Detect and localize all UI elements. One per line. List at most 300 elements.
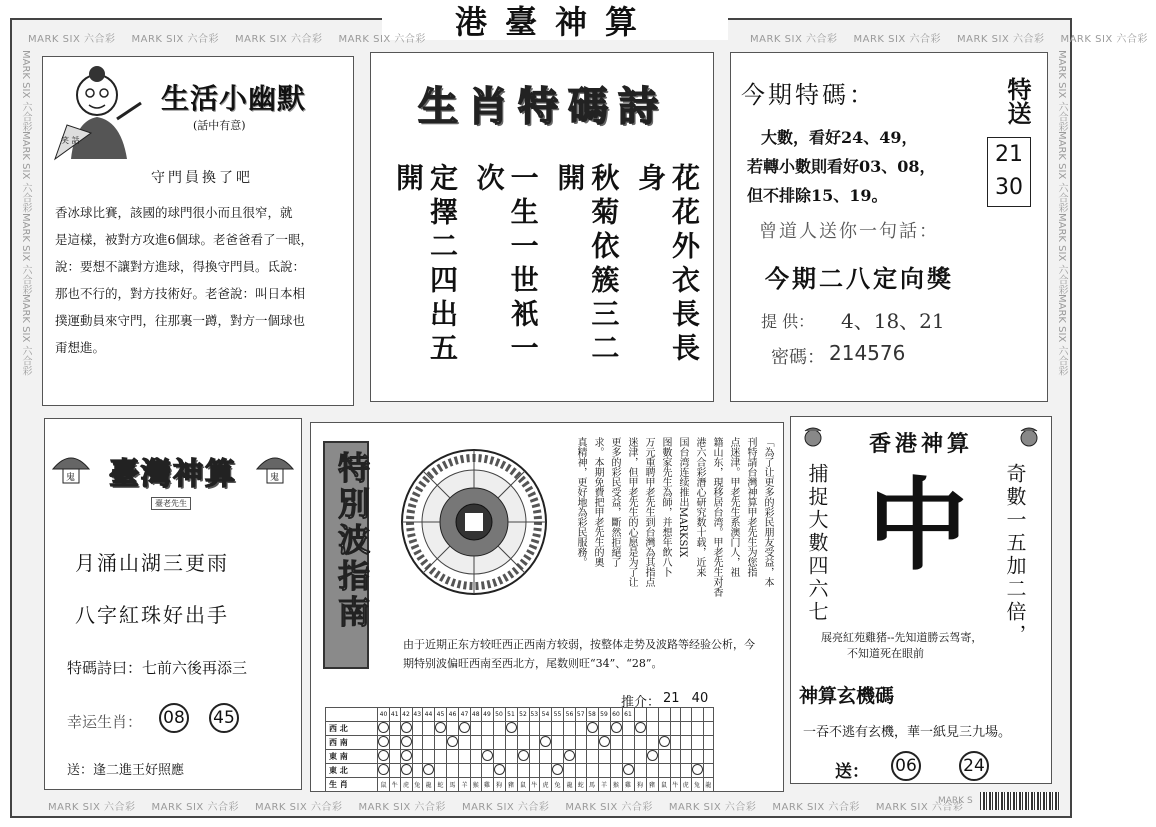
grid-cell	[435, 736, 447, 750]
grid-cell	[552, 722, 564, 736]
grid-zodiac-cell: 鼠	[658, 778, 670, 792]
grid-header-cell	[681, 708, 692, 722]
grid-zodiac-cell: 牛	[670, 778, 681, 792]
grid-cell	[390, 750, 401, 764]
provide-numbers: 4、18、21	[841, 309, 945, 333]
lucky-ball-2: 45	[209, 703, 239, 733]
grid-cell	[400, 722, 412, 736]
grid-cell	[576, 764, 587, 778]
send-box	[987, 137, 1031, 207]
grid-cell	[622, 750, 634, 764]
story-line: 說：要想不讓對方進球，得換守門員。氐說：	[55, 259, 306, 274]
grid-cell	[610, 764, 622, 778]
lucky-number-2	[209, 703, 239, 733]
grid-mark-ball	[587, 722, 598, 733]
grid-header-cell: 56	[564, 708, 576, 722]
wave-title: 特別波指南	[333, 451, 371, 631]
grid-cell	[552, 736, 564, 750]
grid-cell	[691, 736, 703, 750]
grid-mark-ball	[401, 764, 412, 775]
grid-cell	[517, 722, 529, 736]
grid-cell	[529, 750, 540, 764]
grid-cell	[576, 750, 587, 764]
send-number-2: 30	[995, 175, 1023, 200]
grid-cell	[564, 736, 576, 750]
recommend-label: 推介：	[621, 695, 661, 710]
grid-cell	[435, 722, 447, 736]
header-title-box	[382, 4, 728, 40]
grid-cell	[540, 722, 552, 736]
border-rail-text: MARK SIX 六合彩	[1056, 212, 1067, 295]
grid-cell	[505, 736, 517, 750]
grid-cell	[703, 736, 714, 750]
grid-cell	[703, 722, 714, 736]
taiwan-line-2: 八字紅珠好出手	[75, 603, 229, 627]
grid-row-label: 西 北	[326, 722, 378, 736]
grid-cell	[378, 722, 390, 736]
grid-row-label: 西 南	[326, 736, 378, 750]
grid-cell	[586, 750, 598, 764]
intro-column: 刊特請台灣神算甲老先生为您指	[745, 437, 756, 577]
wave-title-band	[323, 441, 369, 669]
hk-send-number-1	[891, 751, 921, 781]
hk-left-col: 捕捉大數四六七	[805, 463, 829, 624]
grid-header-cell: 47	[459, 708, 471, 722]
border-rail-text: MARK SIX 六合彩	[358, 802, 446, 813]
grid-cell	[634, 736, 646, 750]
grid-cell	[400, 764, 412, 778]
grid-mark-ball	[635, 722, 646, 733]
grid-zodiac-cell: 鼠	[517, 778, 529, 792]
grid-zodiac-cell: 猴	[610, 778, 622, 792]
grid-cell	[564, 722, 576, 736]
border-rail-text: MARK SIX 六合彩	[20, 212, 31, 295]
grid-zodiac-cell: 龍	[423, 778, 435, 792]
grid-header-cell: 46	[447, 708, 459, 722]
grid-row	[326, 750, 714, 764]
humor-panel	[42, 56, 354, 406]
grid-mark-ball	[659, 736, 670, 747]
grid-header-cell: 54	[540, 708, 552, 722]
grid-cell	[610, 722, 622, 736]
grid-cell	[564, 750, 576, 764]
grid-cell	[622, 764, 634, 778]
border-rail-text: MARK SIX 六合彩	[151, 802, 239, 813]
story-title: 守門員換了吧	[151, 170, 253, 186]
grid-cell	[646, 750, 658, 764]
taiwan-poem-line: 特碼詩曰：七前六後再添三	[67, 659, 248, 677]
intro-column: 国台湾连续推出MARKSIX	[677, 437, 688, 558]
grid-cell	[576, 722, 587, 736]
grid-header-cell	[658, 708, 670, 722]
grid-cell	[634, 764, 646, 778]
grid-zodiac-cell: 牛	[390, 778, 401, 792]
grid-cell	[681, 764, 692, 778]
hk-note-1: 展亮紅苑雞猪--先知道勝云驾寄，	[821, 631, 983, 644]
grid-header-cell: 50	[493, 708, 505, 722]
grid-zodiac-cell: 虎	[681, 778, 692, 792]
grid-zodiac-cell: 狗	[634, 778, 646, 792]
grid-zodiac-cell: 狗	[493, 778, 505, 792]
hk-right-col: 奇數一五加二倍，	[1003, 463, 1027, 647]
grid-zodiac-cell: 兔	[412, 778, 423, 792]
grid-mark-ball	[401, 750, 412, 761]
grid-cell	[703, 764, 714, 778]
story-body	[55, 199, 345, 361]
send-label: 特送	[1003, 77, 1032, 125]
grid-mark-ball	[611, 722, 622, 733]
hk-note-2: 不知道死在眼前	[847, 647, 924, 660]
intro-column: 点迷津。甲老先生系澳门人，祖	[728, 437, 739, 577]
border-rail-text: MARK SIX 六合彩	[254, 802, 343, 813]
grid-zodiac-cell: 兔	[552, 778, 564, 792]
grid-cell	[435, 750, 447, 764]
hk-panel	[790, 416, 1052, 784]
border-rail-text: MARK SIX 六合彩	[956, 34, 1045, 45]
grid-zodiac-cell: 雞	[622, 778, 634, 792]
grid-mark-ball	[423, 764, 434, 775]
grid-cell	[412, 764, 423, 778]
grid-cell	[529, 764, 540, 778]
newspaper-page	[10, 3, 1148, 818]
border-rail-text: MARK SIX 六合彩	[1056, 50, 1067, 132]
grid-cell	[412, 722, 423, 736]
grid-cell	[390, 736, 401, 750]
intro-column: 万元重聘甲老先生到台灣為其指点	[643, 437, 654, 587]
grid-cell	[493, 750, 505, 764]
grid-cell	[552, 764, 564, 778]
daoren-saying: 今期二八定向獎	[765, 264, 954, 293]
grid-cell	[658, 722, 670, 736]
grid-row-label: 東 南	[326, 750, 378, 764]
top-border-rail-right	[742, 30, 1148, 45]
grid-cell	[471, 764, 482, 778]
grid-header-cell: 53	[529, 708, 540, 722]
hk-ball-2: 24	[959, 751, 989, 781]
grid-cell	[529, 722, 540, 736]
grid-cell	[598, 750, 610, 764]
grid-cell	[517, 736, 529, 750]
border-rail-text: MARK SIX 六合彩	[668, 802, 757, 813]
grid-cell	[481, 764, 493, 778]
grid-cell	[481, 722, 493, 736]
grid-cell	[681, 736, 692, 750]
grid-mark-ball	[494, 764, 505, 775]
grid-cell	[691, 764, 703, 778]
grid-mark-ball	[435, 722, 446, 733]
grid-cell	[423, 750, 435, 764]
left-border-rail	[18, 50, 33, 790]
grid-cell	[634, 750, 646, 764]
grid-cell	[681, 750, 692, 764]
grid-cell	[622, 736, 634, 750]
grid-header-cell	[634, 708, 646, 722]
grid-cell	[646, 722, 658, 736]
grid-cell	[540, 750, 552, 764]
grid-zodiac-cell: 羊	[459, 778, 471, 792]
taiwan-panel	[44, 418, 302, 790]
story-line: 香冰球比賽，該國的球門很小而且很窄，就	[55, 205, 293, 220]
lucky-label: 幸运生肖：	[67, 713, 143, 731]
grid-cell	[598, 764, 610, 778]
special-lines	[747, 123, 936, 210]
grid-header-row	[326, 708, 714, 722]
grid-cell	[493, 736, 505, 750]
grid-cell	[435, 764, 447, 778]
border-rail-text: MARK SIX 六合彩	[20, 50, 31, 132]
grid-cell	[552, 750, 564, 764]
grid-header-cell: 48	[471, 708, 482, 722]
grid-cell	[471, 750, 482, 764]
grid-header-cell: 59	[598, 708, 610, 722]
grid-mark-ball	[599, 736, 610, 747]
grid-zodiac-cell: 馬	[586, 778, 598, 792]
recommend-numbers: 21 40	[663, 691, 709, 706]
grid-cell	[670, 764, 681, 778]
intro-column: 图數家先生為師，并想年飲八卜	[660, 437, 671, 577]
grid-row	[326, 736, 714, 750]
grid-zodiac-cell: 虎	[540, 778, 552, 792]
grid-mark-ball	[401, 736, 412, 747]
grid-cell	[670, 736, 681, 750]
border-rail-text: MARK SIX 六合彩	[772, 802, 860, 813]
barcode	[938, 792, 1060, 810]
grid-header-cell: 49	[481, 708, 493, 722]
grid-cell	[378, 750, 390, 764]
grid-cell	[423, 736, 435, 750]
grid-cell	[471, 736, 482, 750]
wave-intro	[561, 437, 775, 617]
grid-cell	[423, 764, 435, 778]
grid-header-cell: 42	[400, 708, 412, 722]
grid-header-cell: 60	[610, 708, 622, 722]
border-rail-text: MARK SIX 六合彩	[853, 34, 941, 45]
grid-header-cell: 43	[412, 708, 423, 722]
grid-mark-ball	[647, 750, 658, 761]
grid-header-cell: 45	[435, 708, 447, 722]
grid-header-cell: 40	[378, 708, 390, 722]
grid-cell	[658, 736, 670, 750]
password-value: 214576	[829, 341, 906, 365]
grid-cell	[517, 750, 529, 764]
grid-cell	[540, 736, 552, 750]
grid-mark-ball	[518, 750, 529, 761]
grid-cell	[481, 750, 493, 764]
grid-cell	[412, 750, 423, 764]
grid-cell	[586, 722, 598, 736]
grid-cell	[576, 736, 587, 750]
grid-mark-ball	[623, 764, 634, 775]
bottom-border-rail	[40, 798, 980, 813]
grid-mark-ball	[378, 750, 389, 761]
wave-desc: 由于近期正东方较旺西正西南方较弱，按整体走势及波路等经验公析，今期特别波偏旺西南至西北方，尾数则旺“34”、“28”。	[403, 638, 755, 670]
grid-mark-ball	[482, 750, 493, 761]
hk-send-number-2	[959, 751, 989, 781]
grid-row-label: 東 北	[326, 764, 378, 778]
grid-cell	[505, 750, 517, 764]
grid-cell	[646, 764, 658, 778]
grid-cell	[703, 750, 714, 764]
grid-row	[326, 778, 714, 792]
grid-cell	[634, 722, 646, 736]
hk-center-char: 中	[868, 466, 968, 584]
border-rail-text: MARK SIX 六合彩	[234, 34, 323, 45]
grid-cell	[622, 722, 634, 736]
fan-text: 笑 話	[61, 136, 80, 145]
grid-cell	[412, 736, 423, 750]
grid-zodiac-cell: 羊	[598, 778, 610, 792]
story-line: 撲運動員來守門，往那裏一蹲，對方一個球也	[55, 313, 306, 328]
grid-cell	[658, 750, 670, 764]
grid-zodiac-cell: 蛇	[435, 778, 447, 792]
border-rail-text: MARK SIX 六合彩	[1060, 34, 1148, 45]
story-line: 甭想進。	[55, 340, 106, 355]
grid-cell	[670, 722, 681, 736]
special-line: 大數，看好24、49，	[761, 128, 918, 147]
peach-left-icon	[799, 425, 827, 451]
grid-cell	[447, 722, 459, 736]
grid-zodiac-cell: 虎	[400, 778, 412, 792]
humor-title: 生活小幽默	[161, 82, 307, 115]
grid-header-cell	[691, 708, 703, 722]
grid-header-cell: 52	[517, 708, 529, 722]
send-number-1: 21	[995, 142, 1023, 167]
grid-mark-ball	[552, 764, 563, 775]
grid-cell	[447, 750, 459, 764]
intro-column: 「為了让更多的彩民朋友受益，本	[762, 437, 773, 587]
taiwan-title: 臺灣神算	[109, 457, 237, 492]
daoren-heading: 曾道人送你一句話：	[759, 221, 939, 242]
grid-cell	[564, 764, 576, 778]
taiwan-line-1: 月涌山湖三更雨	[75, 551, 229, 575]
border-rail-text: MARK SIX 六合彩	[131, 34, 219, 45]
grid-cell	[610, 750, 622, 764]
grid-cell	[400, 750, 412, 764]
border-rail-text: MARK SIX 六合彩	[461, 802, 550, 813]
poem-column: 一生一世衹一次	[472, 163, 540, 367]
grid-cell	[390, 764, 401, 778]
grid-zodiac-cell: 龍	[703, 778, 714, 792]
page-title: 港臺神算	[454, 3, 655, 41]
intro-column: 更多的彩民受益，斷然拒絕了	[609, 437, 620, 567]
intro-column: 真精神，更好地為彩民服務。	[575, 437, 586, 567]
grid-zodiac-cell: 豬	[646, 778, 658, 792]
grid-zodiac-cell: 兔	[691, 778, 703, 792]
lucky-ball-1: 08	[159, 703, 189, 733]
poem-panel	[370, 52, 714, 402]
grid-mark-ball	[564, 750, 575, 761]
grid-header-cell	[703, 708, 714, 722]
compass-diagram	[399, 447, 549, 597]
poem-column: 秋菊依簇三二開	[553, 163, 621, 367]
grid-cell	[459, 764, 471, 778]
border-rail-text: MARK SIX 六合彩	[875, 802, 964, 813]
grid-cell	[400, 736, 412, 750]
grid-cell	[390, 722, 401, 736]
grid-cell	[610, 736, 622, 750]
taiwan-badge: 臺老先生	[151, 497, 191, 510]
grid-cell	[658, 764, 670, 778]
story-line: 那也不行的，對方技術好。老爸說：叫日本相	[55, 286, 306, 301]
grid-cell	[378, 736, 390, 750]
grid-header-cell	[646, 708, 658, 722]
grid-cell	[540, 764, 552, 778]
peach-right-icon	[1015, 425, 1043, 451]
wave-panel	[310, 422, 784, 792]
intro-column: 求。本期免費把甲老先生的奧	[592, 437, 603, 567]
grid-cell	[586, 764, 598, 778]
grid-cell	[493, 722, 505, 736]
grid-header-cell: 55	[552, 708, 564, 722]
grid-cell	[481, 736, 493, 750]
grid-cell	[423, 722, 435, 736]
wave-grid-table	[325, 707, 714, 792]
border-rail-text: MARK SIX 六合彩	[48, 802, 136, 813]
grid-zodiac-cell: 龍	[564, 778, 576, 792]
grid-header-cell: 61	[622, 708, 634, 722]
grid-mark-ball	[378, 722, 389, 733]
grid-cell	[471, 722, 482, 736]
border-rail-text: MARK SIX 六合彩	[20, 131, 31, 213]
right-border-rail	[1054, 50, 1069, 790]
grid-cell	[598, 736, 610, 750]
provide-label: 提 供：	[761, 312, 815, 331]
grid-cell	[459, 750, 471, 764]
grid-cell	[459, 736, 471, 750]
grid-cell	[646, 736, 658, 750]
grid-mark-ball	[447, 736, 458, 747]
border-rail-text: MARK SIX 六合彩	[338, 34, 426, 45]
grid-mark-ball	[692, 764, 703, 775]
special-heading: 今期特碼：	[741, 81, 876, 109]
special-line: 若轉小數則看好03、08，	[747, 157, 936, 176]
grid-corner-cell	[326, 708, 378, 722]
hat-text-right: 鬼	[270, 473, 280, 483]
grid-cell	[447, 764, 459, 778]
grid-mark-ball	[378, 736, 389, 747]
grid-cell	[493, 764, 505, 778]
grid-header-cell	[670, 708, 681, 722]
poem-columns	[391, 163, 701, 395]
border-rail-text: MARK SIX 六合彩	[28, 34, 116, 45]
grid-cell	[681, 722, 692, 736]
grid-zodiac-cell: 豬	[505, 778, 517, 792]
grid-cell	[529, 736, 540, 750]
grid-cell	[586, 736, 598, 750]
taiwan-send-line: 送：逢二進王好照應	[67, 763, 185, 778]
grid-cell	[505, 722, 517, 736]
intro-column: 迷津，但甲老先生的心愿是为了让	[626, 437, 637, 587]
grid-cell	[505, 764, 517, 778]
wave-grid	[325, 707, 714, 792]
poem-title: 生肖特碼詩	[418, 83, 668, 130]
grid-cell	[598, 722, 610, 736]
border-rail-text: MARK SIX 六合彩	[1056, 294, 1067, 376]
border-rail-text: MARK SIX 六合彩	[750, 34, 838, 45]
intro-column: 籍山东，現移居台湾。甲老先生对香	[711, 437, 722, 597]
grid-cell	[670, 750, 681, 764]
hat-text-left: 鬼	[66, 473, 76, 483]
grid-cell	[691, 722, 703, 736]
hk-send-label: 送：	[835, 762, 869, 782]
grid-zodiac-cell: 猴	[471, 778, 482, 792]
barcode-text: MARK S	[938, 796, 973, 806]
grid-header-cell: 41	[390, 708, 401, 722]
hk-verse: 一吞不逃有玄機，華一紙見三九場。	[803, 725, 1012, 740]
grid-header-cell: 58	[586, 708, 598, 722]
grid-cell	[447, 736, 459, 750]
password-label: 密碼：	[771, 347, 825, 368]
